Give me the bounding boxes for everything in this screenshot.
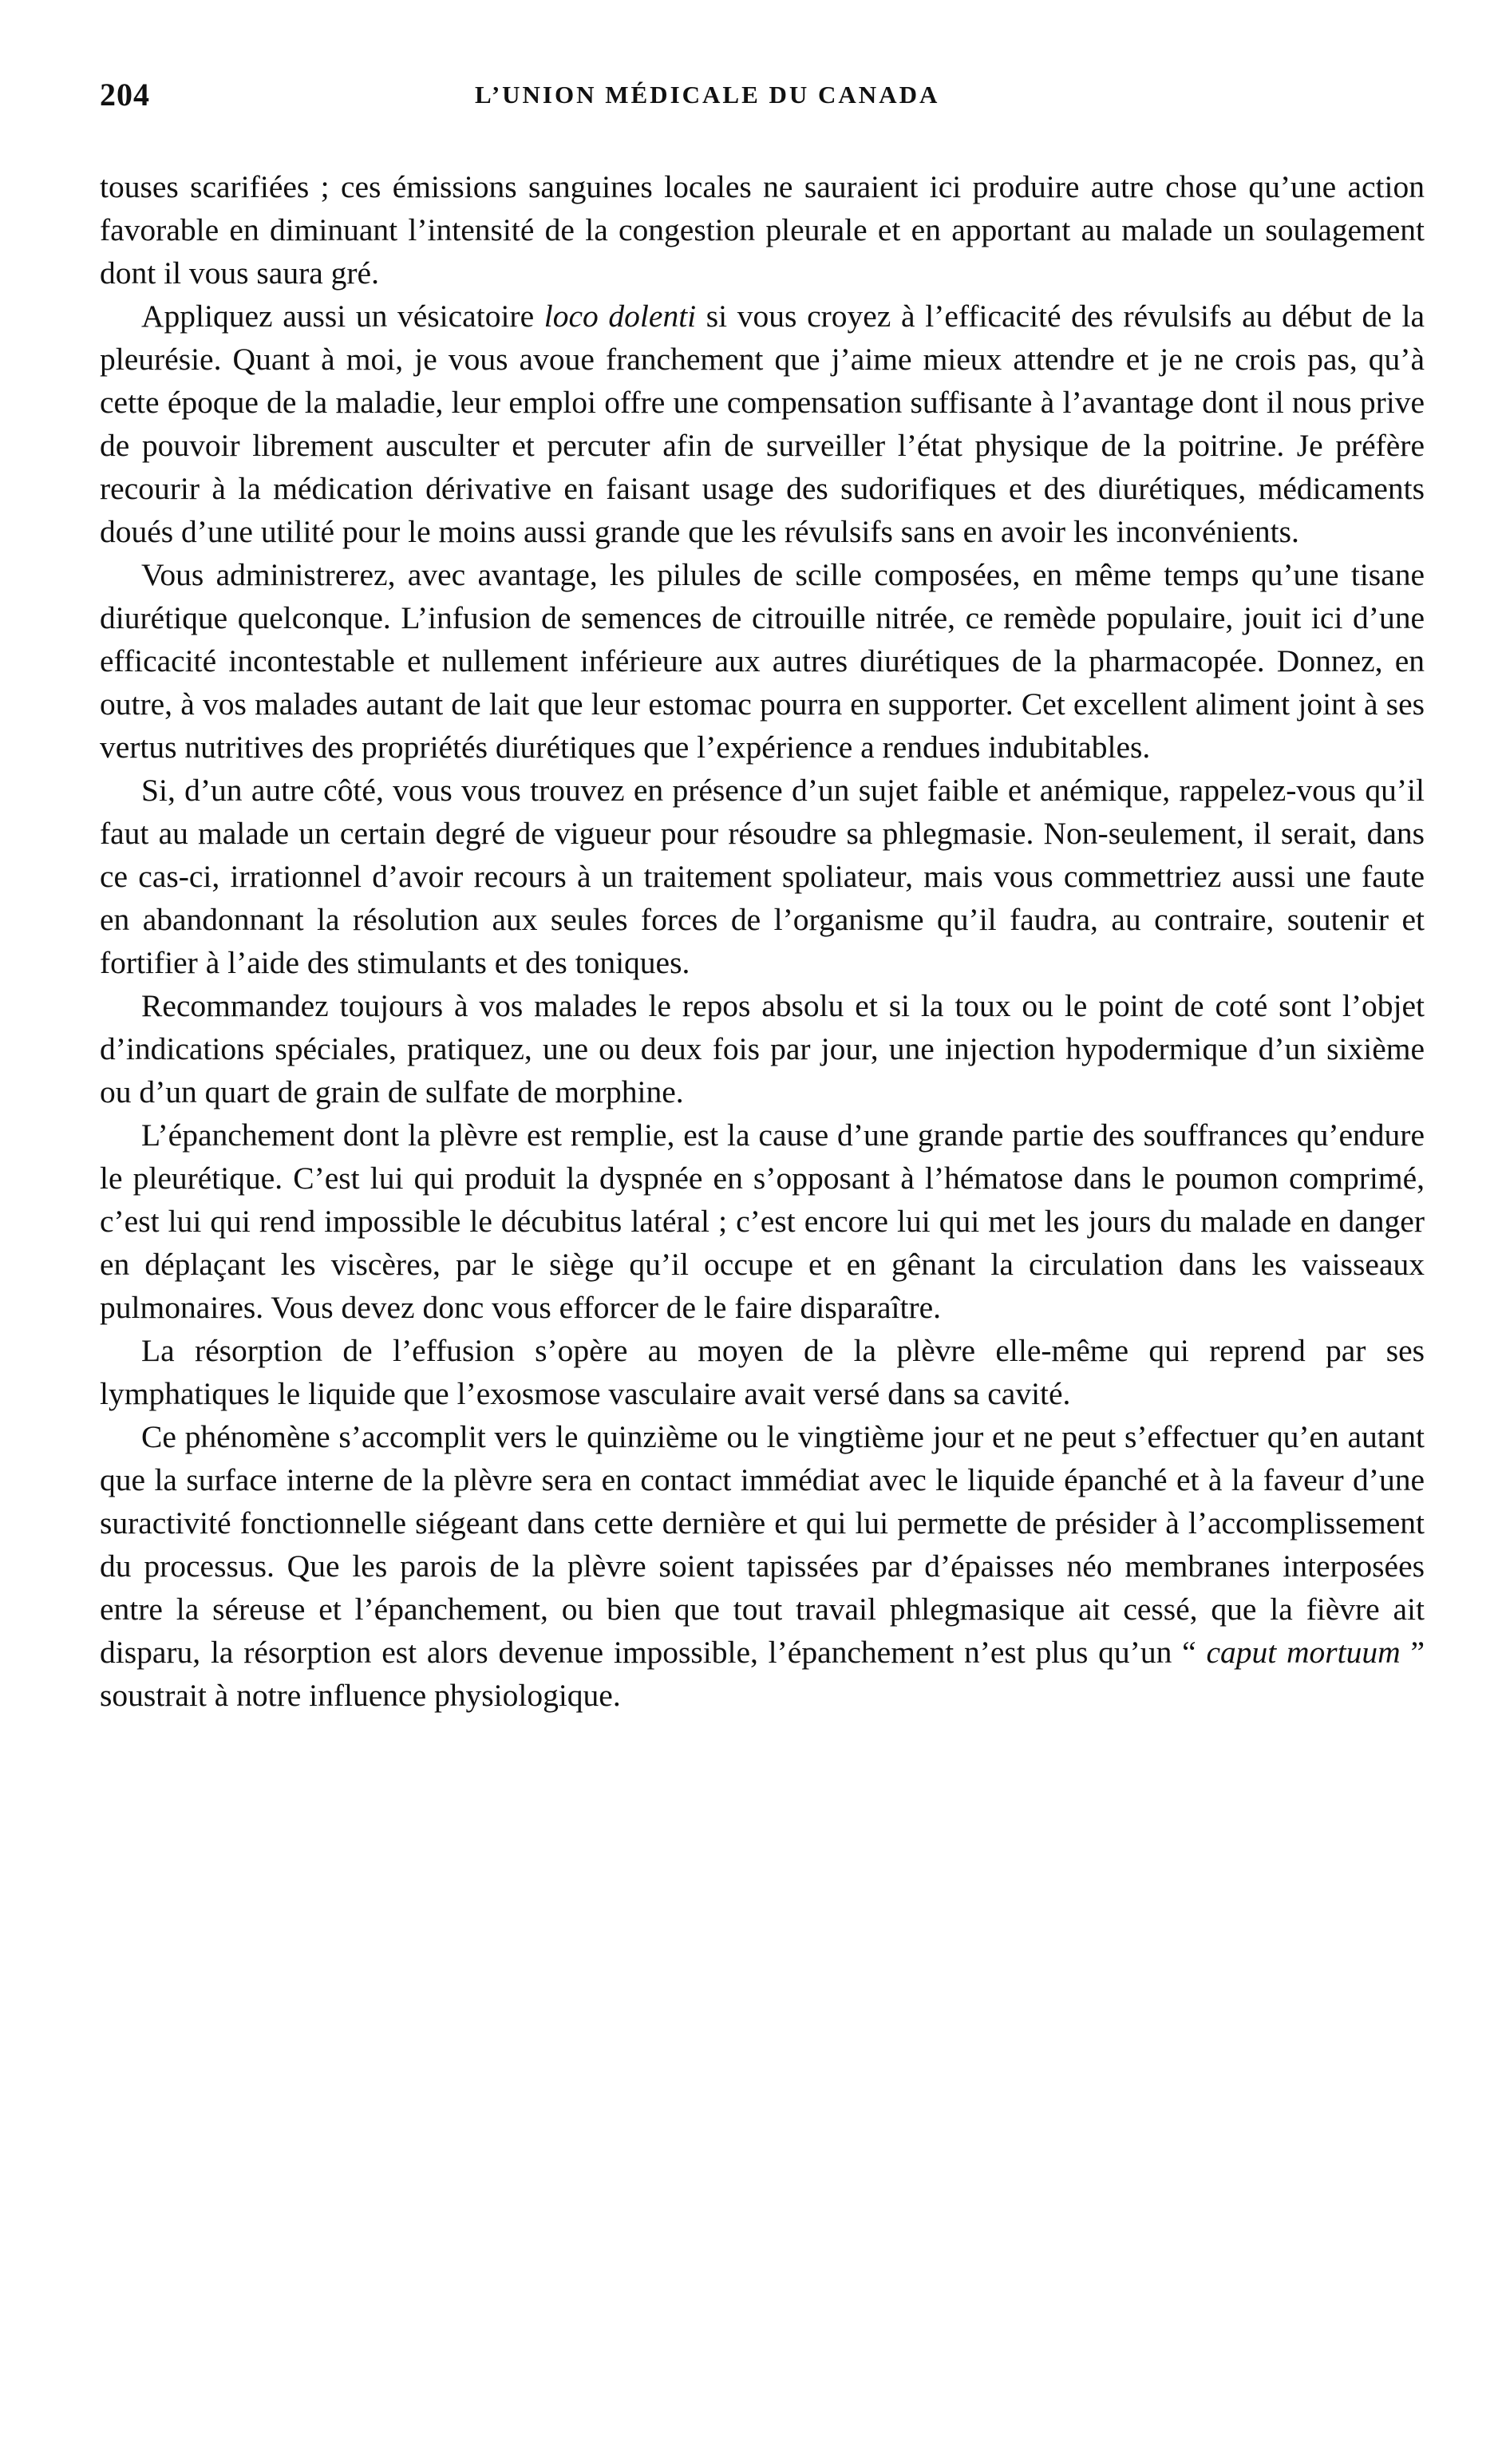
page-header bbox=[100, 76, 1425, 124]
paragraph-8-text-before: Ce phénomène s’accomplit vers le quinzième ou le vingtième jour et ne peut s’effectuer qu’en autant que la surface interne de la plèvre sera en contact immédiat avec le liquide épanché et à la faveur d’une suractivité fonctionnelle siégeant dans cette dernière et qui lui permette de présider à l’accomplissement du processus. Que les parois de la plèvre soient tapissées par d’épaisses néo membranes interposées entre la séreuse et l’épanchement, ou bien que tout travail phlegmasique ait cessé, que la fièvre ait disparu, la résorption est alors devenue impossible, l’épanchement n’est plus qu’un “ bbox=[100, 1419, 1425, 1670]
body-text bbox=[100, 165, 1425, 1717]
paragraph-3 bbox=[100, 553, 1425, 769]
paragraph-6-text: L’épanchement dont la plèvre est remplie, est la cause d’une grande partie des souffrances qu’endure le pleurétique. C’est lui qui produit la dyspnée en s’opposant à l’hématose dans le poumon comprimé, c’est lui qui rend impossible le décubitus latéral ; c’est encore lui qui met les jours du malade en danger en déplaçant les viscères, par le siège qu’il occupe et en gênant la circulation dans les vaisseaux pulmonaires. Vous devez donc vous efforcer de le faire disparaître. bbox=[100, 1117, 1425, 1325]
paragraph-8-latin-phrase: caput mortuum bbox=[1206, 1635, 1401, 1670]
running-title: L’UNION MÉDICALE DU CANADA bbox=[475, 81, 940, 109]
paragraph-1-text: touses scarifiées ; ces émissions sanguines locales ne sauraient ici produire autre chose qu’une action favorable en diminuant l’intensité de la congestion pleurale et en apportant au malade un soulagement dont il vous saura gré. bbox=[100, 169, 1425, 291]
paragraph-5-text: Recommandez toujours à vos malades le repos absolu et si la toux ou le point de coté sont l’objet d’indications spéciales, pratiquez, une ou deux fois par jour, une injection hypodermique d’un sixième ou d’un quart de grain de sulfate de morphine. bbox=[100, 988, 1425, 1109]
paragraph-5 bbox=[100, 984, 1425, 1113]
paragraph-2 bbox=[100, 295, 1425, 553]
paragraph-8-text-after: ” soustrait à notre influence physiologique. bbox=[100, 1635, 1425, 1713]
paragraph-1 bbox=[100, 165, 1425, 295]
paragraph-8 bbox=[100, 1415, 1425, 1717]
paragraph-4 bbox=[100, 769, 1425, 984]
document-page bbox=[100, 76, 1425, 1717]
paragraph-2-latin-phrase: loco dolenti bbox=[543, 299, 697, 334]
paragraph-7 bbox=[100, 1329, 1425, 1415]
paragraph-7-text: La résorption de l’effusion s’opère au moyen de la plèvre elle-même qui reprend par ses lymphatiques le liquide que l’exosmose vasculaire avait versé dans sa cavité. bbox=[100, 1333, 1425, 1411]
paragraph-6 bbox=[100, 1113, 1425, 1329]
paragraph-2-text-before: Appliquez aussi un vésicatoire bbox=[141, 299, 544, 334]
paragraph-2-text-after: si vous croyez à l’efficacité des révulsifs au début de la pleurésie. Quant à moi, je vous avoue franchement que j’aime mieux attendre et je ne crois pas, qu’à cette époque de la maladie, leur emploi offre une compensation suffisante à l’avantage dont il nous prive de pouvoir librement ausculter et percuter afin de surveiller l’état physique de la poitrine. Je préfère recourir à la médication dérivative en faisant usage des sudorifiques et des diurétiques, médicaments doués d’une utilité pour le moins aussi grande que les révulsifs sans en avoir les inconvénients. bbox=[100, 299, 1425, 549]
paragraph-4-text: Si, d’un autre côté, vous vous trouvez en présence d’un sujet faible et anémique, rappelez-vous qu’il faut au malade un certain degré de vigueur pour résoudre sa phlegmasie. Non-seulement, il serait, dans ce cas-ci, irrationnel d’avoir recours à un traitement spoliateur, mais vous commettriez aussi une faute en abandonnant la résolution aux seules forces de l’organisme qu’il faudra, au contraire, soutenir et fortifier à l’aide des stimulants et des toniques. bbox=[100, 773, 1425, 980]
paragraph-3-text: Vous administrerez, avec avantage, les pilules de scille composées, en même temps qu’une tisane diurétique quelconque. L’infusion de semences de citrouille nitrée, ce remède populaire, jouit ici d’une efficacité incontestable et nullement inférieure aux autres diurétiques de la pharmacopée. Donnez, en outre, à vos malades autant de lait que leur estomac pourra en supporter. Cet excellent aliment joint à ses vertus nutritives des propriétés diurétiques que l’expérience a rendues indubitables. bbox=[100, 557, 1425, 765]
page-number: 204 bbox=[100, 77, 150, 113]
